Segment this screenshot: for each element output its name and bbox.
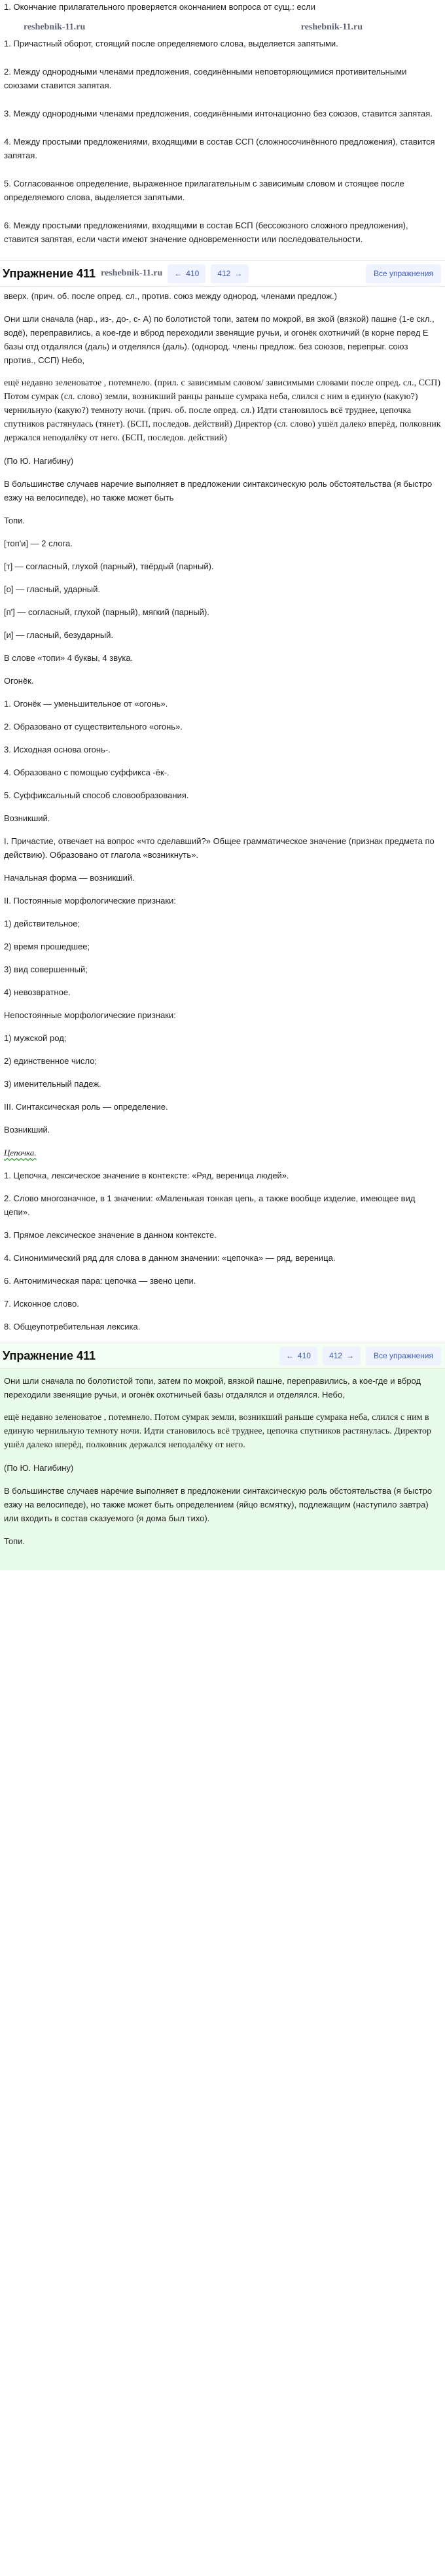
chevron-left-icon: ← [174, 268, 183, 278]
paragraph: Возникший. [4, 1125, 50, 1135]
all-exercises-button[interactable]: Все упражнения [366, 264, 441, 283]
paragraph: 2. Слово многозначное, в 1 значении: «Маленькая тонкая цепь, а также вообще изделие, имеющее вид цепи». [4, 1193, 416, 1217]
paragraph: В большинстве случаев наречие выполняет в предложении синтаксическую роль обстоятельства (я быстро езжу на велосипеде), но также может быть [4, 479, 433, 503]
paragraph: В большинстве случаев наречие выполняет в предложении синтаксическую роль обстоятельства (я быстро езжу на велосипеде), но также может быть определением (яйцо всмятку), подлежащим (наступило завтра) или входить в состав сказуемого (я дома был тихо). [4, 1486, 433, 1523]
all-exercises-button[interactable]: Все упражнения [366, 1347, 441, 1366]
chevron-right-icon: → [346, 1350, 354, 1360]
next-exercise-label: 412 [329, 1350, 342, 1360]
paragraph: 8. Общеупотребительная лексика. [4, 1322, 141, 1332]
paragraph: Огонёк. [4, 676, 34, 686]
paragraph: 3) именительный падеж. [4, 1079, 101, 1089]
paragraph: (По Ю. Нагибину) [4, 1463, 74, 1473]
paragraph: I. Причастие, отвечает на вопрос «что сделавший?» Общее грамматическое значение (признак предмета по действию). Образовано от глагола «возникнуть». [4, 836, 435, 860]
rule-2: 2. Между однородными членами предложения, соединёнными неповторяющимися противительными союзами ставится запятая. [4, 67, 407, 90]
prev-exercise-button[interactable] [279, 1347, 317, 1366]
exercise-header-2 [0, 1343, 445, 1369]
paragraph: 1. Огонёк — уменьшительное от «огонь». [4, 699, 168, 709]
paragraph: Начальная форма — возникший. [4, 873, 135, 883]
rules-section [0, 0, 445, 246]
watermark: reshebnik-11.ru [24, 22, 86, 32]
rule-0: 1. Окончание прилагательного проверяется окончанием вопроса от сущ.: если [4, 2, 316, 12]
watermark: reshebnik-11.ru [101, 268, 163, 278]
paragraph: 3. Исходная основа огонь-. [4, 745, 111, 754]
paragraph: 2) время прошедшее; [4, 942, 90, 951]
paragraph: [п'] — согласный, глухой (парный), мягкий (парный). [4, 607, 209, 617]
exercise-title: Упражнение 411 [3, 266, 96, 280]
paragraph: 5. Суффиксальный способ словообразования. [4, 790, 189, 800]
rule-6: 6. Между простыми предложениями, входящими в состав БСП (бессоюзного сложного предложения), ставится запятая, если части имеют значение одновременности или последовательности. [4, 221, 408, 244]
paragraph: 4. Образовано с помощью суффикса -ёк-. [4, 768, 169, 777]
paragraph: (По Ю. Нагибину) [4, 456, 74, 466]
exercise-header [0, 260, 445, 287]
rule-5: 5. Согласованное определение, выраженное прилагательным с зависимым словом и стоящее после определяемого слова, выделяется запятыми. [4, 179, 404, 202]
rule-3: 3. Между однородными членами предложения, соединёнными интонационно без союзов, ставится запятая. [4, 109, 433, 118]
paragraph: [топ'и] — 2 слога. [4, 538, 73, 548]
next-exercise-button[interactable] [323, 1347, 361, 1366]
next-exercise-button[interactable] [211, 264, 249, 283]
paragraph: Топи. [4, 516, 26, 525]
paragraph: 4) невозвратное. [4, 987, 71, 997]
rule-1: 1. Причастный оборот, стоящий после определяемого слова, выделяется запятыми. [4, 39, 338, 48]
watermark-row [4, 20, 441, 34]
solution-content [0, 287, 445, 1333]
prev-exercise-label: 410 [186, 268, 200, 278]
exercise-text [0, 1369, 445, 1570]
paragraph: II. Постоянные морфологические признаки: [4, 896, 176, 906]
paragraph: [и] — гласный, безударный. [4, 630, 114, 640]
exercise-title: Упражнение 411 [3, 1349, 96, 1362]
paragraph: [т] — согласный, глухой (парный), твёрдый (парный). [4, 561, 214, 571]
paragraph: 3. Прямое лексическое значение в данном контексте. [4, 1230, 217, 1240]
prev-exercise-button[interactable] [168, 264, 205, 283]
paragraph: Они шли сначала (нар., из-, до-, с- А) по болотистой топи, затем по мокрой, вя зкой (вязкой) пашне (1-е скл., водё), переправились, а кое-где и вброд переходили звенящие ручьи, и огонёк охотничий (в корне перед Е базы отд отдалялся (даль) и отделялся (даль). (однород. члены предлож. без союзов, перепрыг. союз против., ССП) Небо, [4, 314, 435, 365]
paragraph: 1. Цепочка, лексическое значение в контексте: «Ряд, вереница людей». [4, 1171, 289, 1180]
paragraph: [о] — гласный, ударный. [4, 584, 100, 594]
paragraph: 3) вид совершенный; [4, 964, 88, 974]
paragraph: 1) мужской род; [4, 1033, 67, 1043]
next-exercise-label: 412 [217, 268, 231, 278]
paragraph: 2. Образовано от существительного «огонь». [4, 722, 183, 732]
paragraph: 4. Синонимический ряд для слова в данном значении: «цепочка» — ряд, вереница. [4, 1253, 336, 1263]
paragraph: III. Синтаксическая роль — определение. [4, 1102, 168, 1112]
paragraph: Цепочка. [4, 1148, 37, 1157]
paragraph: В слове «топи» 4 буквы, 4 звука. [4, 653, 134, 663]
paragraph: Они шли сначала по болотистой топи, затем по мокрой, вязкой пашне, переправились, а кое-где и вброд переходили звенящие ручьи, и огонёк охотничьей базы отдалялся и отделялся. Небо, [4, 1376, 421, 1400]
paragraph: вверх. (прич. об. после опред. сл., против. союз между однород. членами предлож.) [4, 291, 337, 301]
watermark: reshebnik-11.ru [300, 22, 363, 32]
paragraph: Топи. [4, 1536, 26, 1546]
rule-4: 4. Между простыми предложениями, входящими в состав ССП (сложносочинённого предложения), ставится запятая. [4, 137, 435, 160]
paragraph: 6. Антонимическая пара: цепочка — звено цепи. [4, 1276, 196, 1286]
paragraph: Возникший. [4, 813, 50, 823]
chevron-right-icon: → [234, 268, 243, 278]
paragraph: 1) действительное; [4, 919, 80, 928]
paragraph: ещё недавно зеленоватое , потемнело. Потом сумрак земли, возникший раньше сумрака неба, слился с ним в единую чернильную темноту ночи. Идти становилось всё труднее, цепочка спутников растянулась. Директор ушёл далеко вперёд, полковник держался неподалёку от него. [4, 1413, 432, 1450]
paragraph: 7. Исконное слово. [4, 1299, 79, 1309]
chevron-left-icon: ← [285, 1350, 294, 1360]
paragraph: 2) единственное число; [4, 1056, 98, 1066]
paragraph: ещё недавно зеленоватое , потемнело. (прил. с зависимым словом/ зависимыми словами после опред. сл., ССП) Потом сумрак (сл. слово) земли, возникший ранцы раньше сумрака неба, слился с ним в единую (какую?) чернильную (какую?) темноту ночи. (прич. об. после опред. сл.) Идти становилось всё труднее, цепочка спутников растянулась (тянет). (БСП, последов. действий) Директор (сл. слово) ушёл далеко вперёд, полковник держался неподалёку от него. (БСП, последов. действий) [4, 378, 441, 443]
paragraph: Непостоянные морфологические признаки: [4, 1010, 176, 1020]
prev-exercise-label: 410 [297, 1350, 311, 1360]
